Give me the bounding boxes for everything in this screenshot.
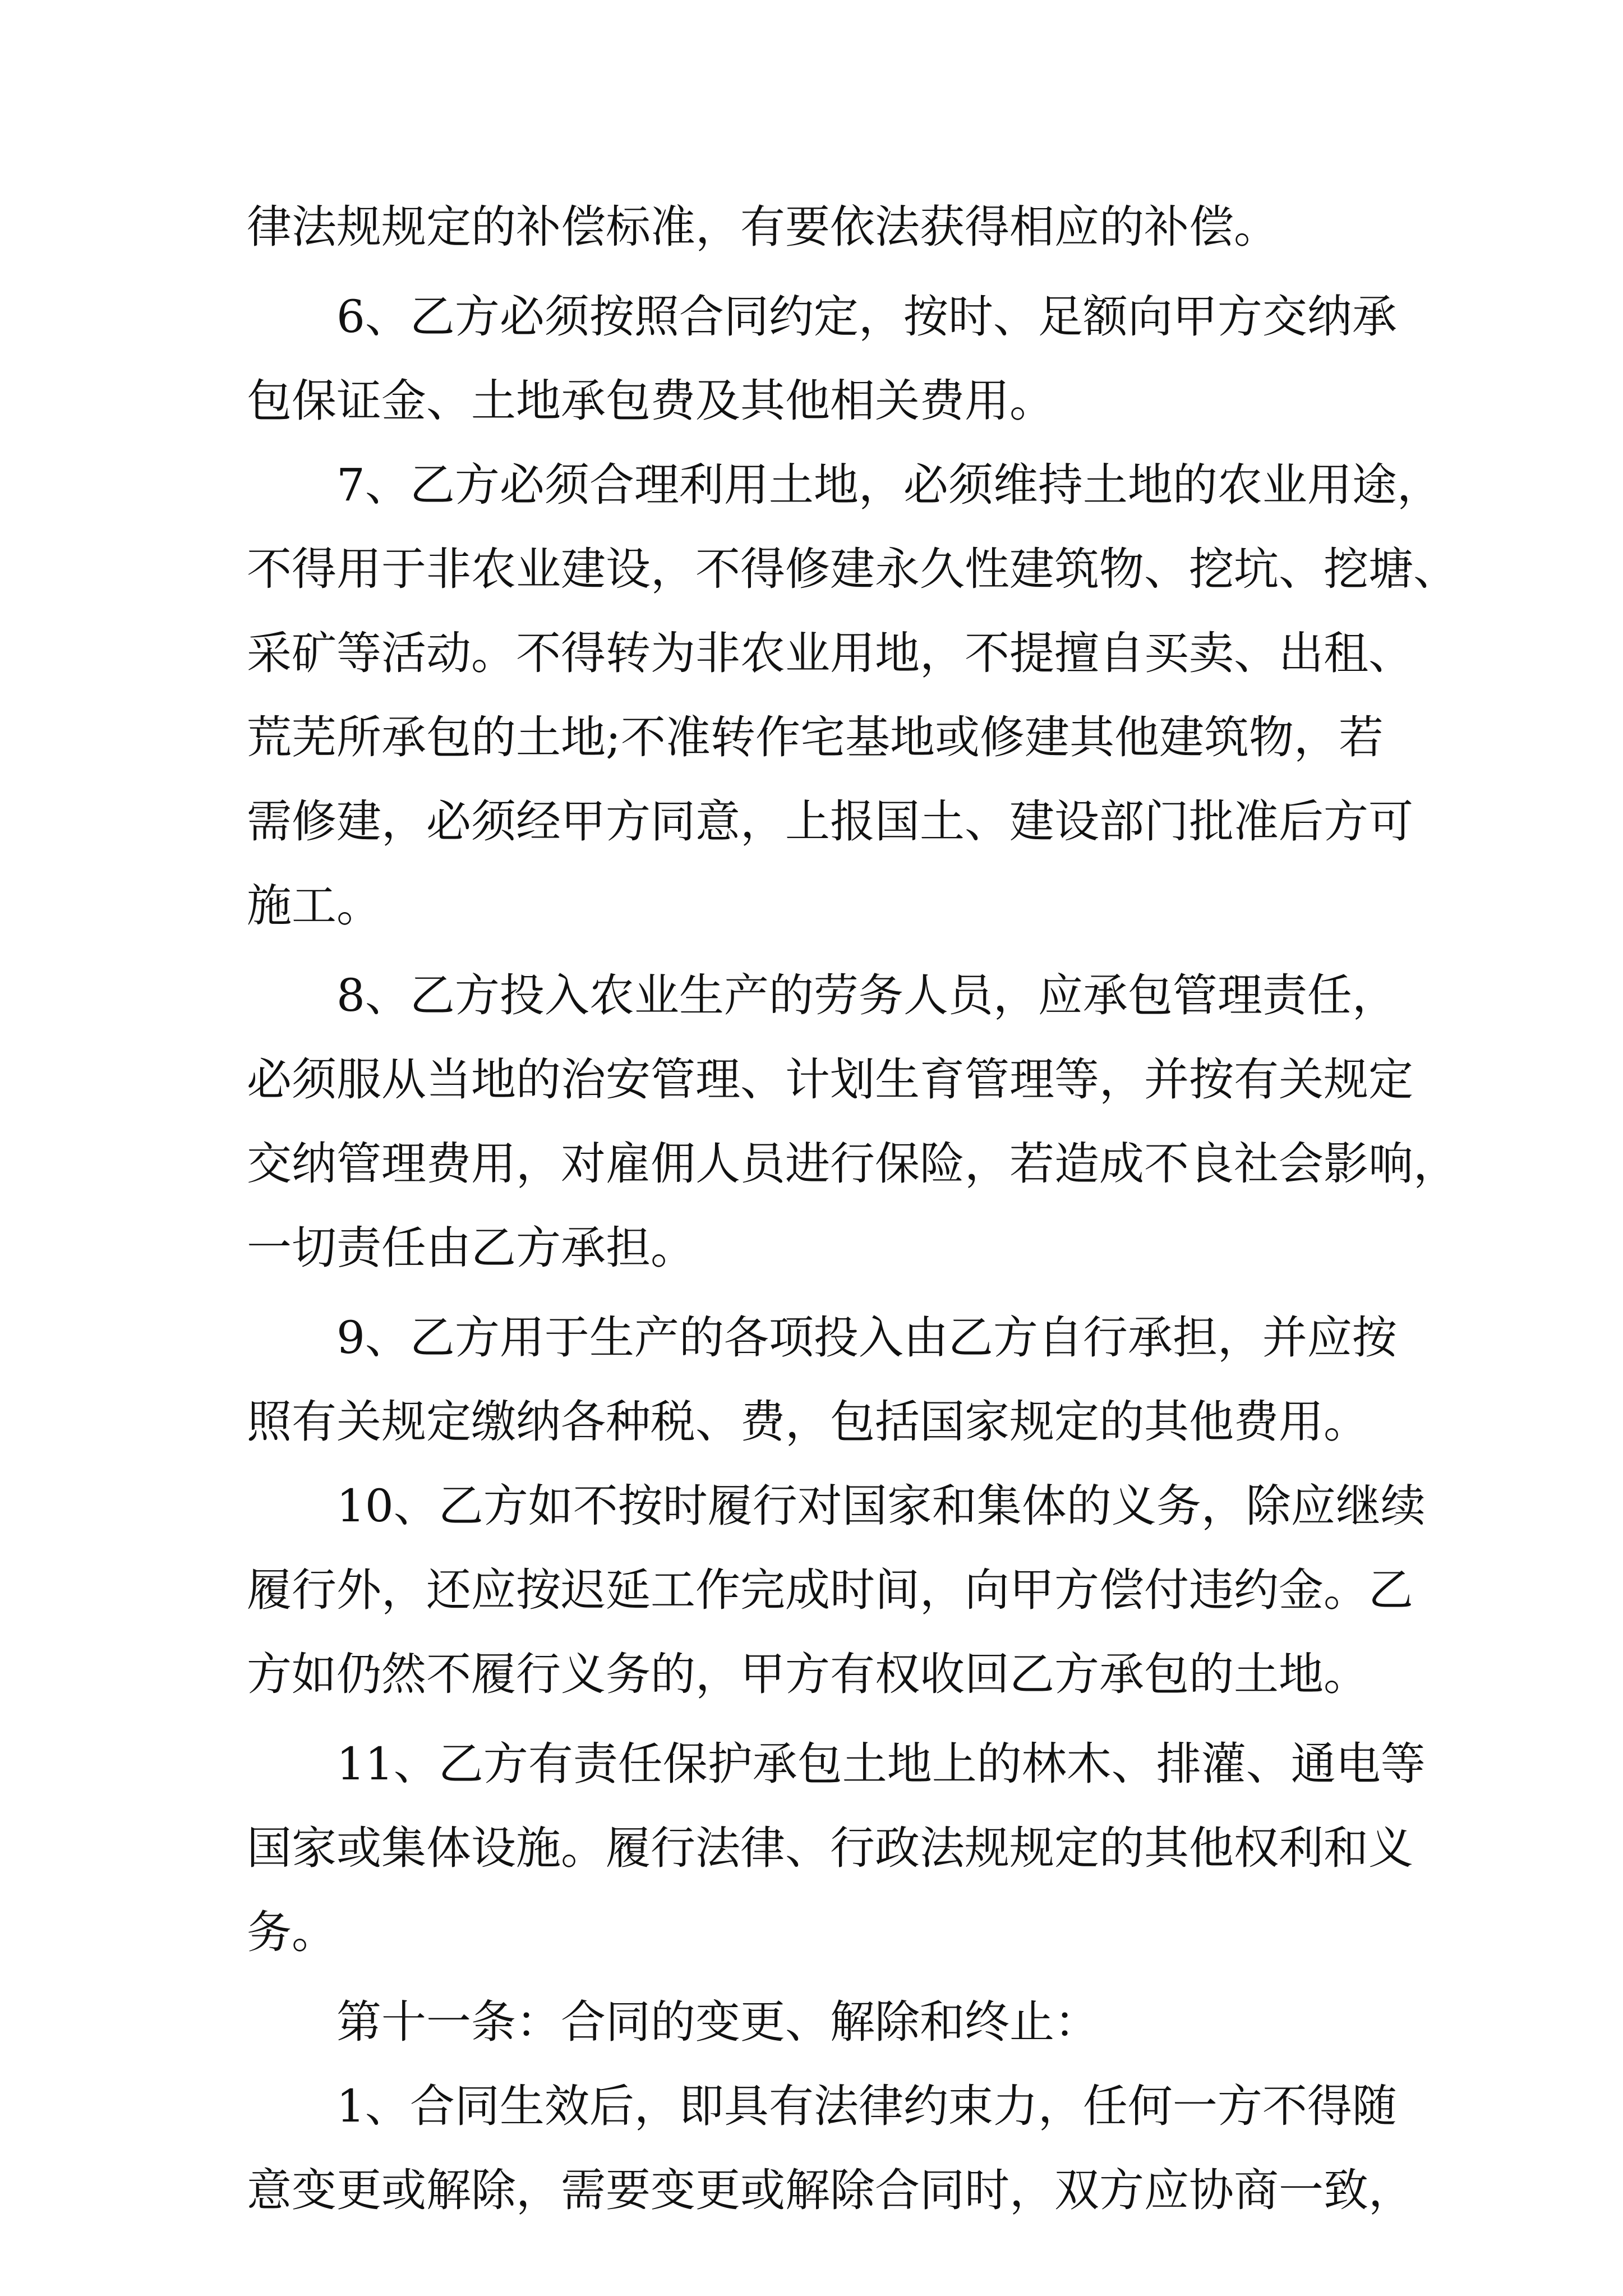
text-line: 履行外，还应按迟延工作完成时间，向甲方偿付违约金。乙: [247, 1564, 1413, 1616]
text-line: 照有关规定缴纳各种税、费，包括国家规定的其他费用。: [247, 1396, 1368, 1448]
text-line: 务。: [247, 1906, 336, 1958]
text-line: 荒芜所承包的土地;不准转作宅基地或修建其他建筑物，若: [247, 711, 1384, 763]
text-line: 国家或集体设施。履行法律、行政法规规定的其他权利和义: [247, 1822, 1413, 1874]
text-line: 需修建，必须经甲方同意，上报国土、建设部门批准后方可: [247, 795, 1413, 848]
text-line: 10、乙方如不按时履行对国家和集体的义务，除应继续: [336, 1480, 1426, 1532]
text-line: 6、乙方必须按照合同约定，按时、足额向甲方交纳承: [336, 291, 1397, 343]
text-line: 1、合同生效后，即具有法律约束力，任何一方不得随: [336, 2080, 1397, 2132]
text-line: 7、乙方必须合理利用土地，必须维持土地的农业用途，: [336, 459, 1442, 511]
text-line: 一切责任由乙方承担。: [247, 1222, 695, 1274]
text-line: 采矿等活动。不得转为非农业用地，不提擅自买卖、出租、: [247, 627, 1413, 679]
text-line: 8、乙方投入农业生产的劳务人员，应承包管理责任，: [336, 969, 1397, 1022]
text-line: 律法规规定的补偿标准，有要依法获得相应的补偿。: [247, 201, 1279, 253]
text-line: 不得用于非农业建设，不得修建永久性建筑物、挖坑、挖塘、: [247, 543, 1458, 595]
text-line: 意变更或解除，需要变更或解除合同时，双方应协商一致，: [247, 2164, 1413, 2216]
text-line: 必须服从当地的治安管理、计划生育管理等，并按有关规定: [247, 1053, 1413, 1106]
text-line: 施工。: [247, 880, 381, 932]
section-heading: 第十一条：合同的变更、解除和终止：: [336, 1996, 1099, 2048]
text-line: 方如仍然不履行义务的，甲方有权收回乙方承包的土地。: [247, 1648, 1368, 1700]
text-line: 9、乙方用于生产的各项投入由乙方自行承担，并应按: [336, 1312, 1397, 1364]
text-line: 11、乙方有责任保护承包土地上的林木、排灌、通电等: [336, 1738, 1426, 1790]
text-line: 包保证金、土地承包费及其他相关费用。: [247, 375, 1054, 427]
text-line: 交纳管理费用，对雇佣人员进行保险，若造成不良社会影响，: [247, 1138, 1458, 1190]
